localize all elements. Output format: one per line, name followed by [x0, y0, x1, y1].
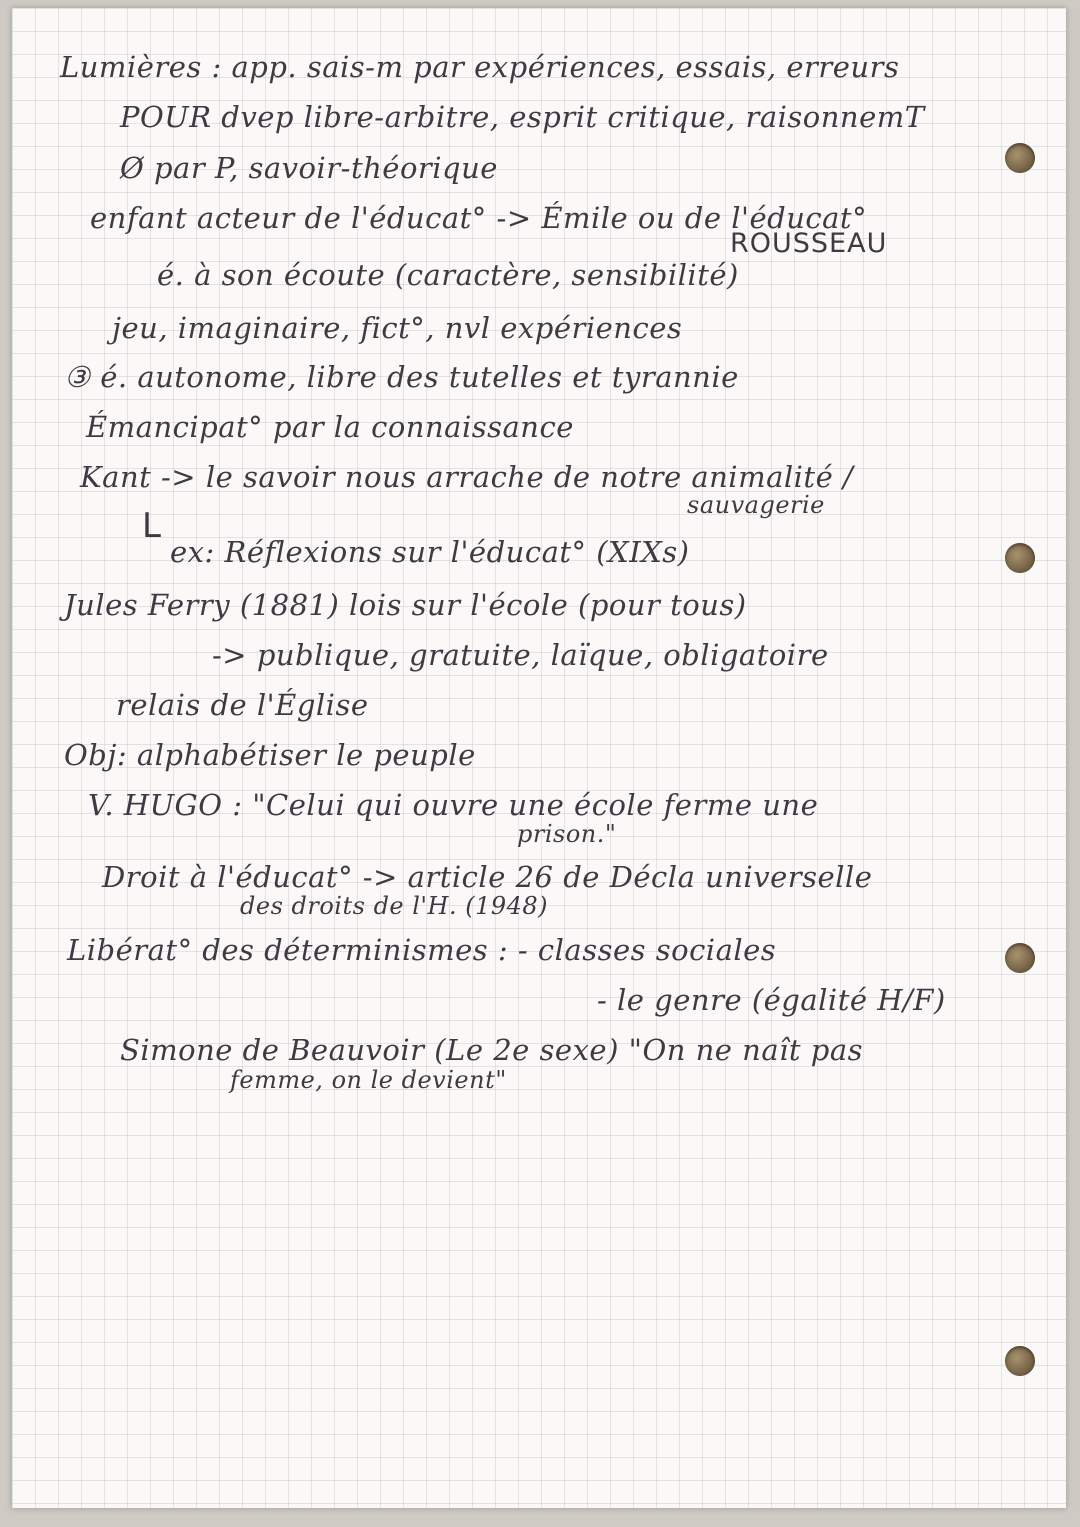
note-line: prison." — [517, 820, 617, 848]
note-line: sauvagerie — [687, 491, 825, 519]
note-line: V. HUGO : "Celui qui ouvre une école ferme une — [88, 788, 819, 822]
note-line: Émancipat° par la connaissance — [86, 410, 574, 444]
note-line: Simone de Beauvoir (Le 2e sexe) "On ne naît pas — [120, 1033, 864, 1067]
binder-hole-1 — [1005, 143, 1035, 173]
binder-hole-4 — [1005, 1346, 1035, 1376]
binder-hole-2 — [1005, 543, 1035, 573]
note-line: jeu, imaginaire, fict°, nvl expériences — [112, 311, 683, 345]
note-line: Libérat° des déterminismes : - classes sociales — [67, 933, 777, 967]
note-line: Lumières : app. sais-m par expériences, essais, erreurs — [60, 50, 900, 84]
note-line: -> publique, gratuite, laïque, obligatoire — [212, 638, 829, 672]
note-line: femme, on le devient" — [230, 1066, 507, 1094]
bracket-mark: L — [142, 506, 161, 546]
note-line: relais de l'Église — [116, 688, 369, 722]
note-line: é. à son écoute (caractère, sensibilité) — [157, 258, 739, 292]
note-line: POUR dvep libre-arbitre, esprit critique, raisonnemT — [120, 100, 925, 134]
note-line: Kant -> le savoir nous arrache de notre animalité / — [80, 460, 854, 494]
binder-hole-3 — [1005, 943, 1035, 973]
note-line: Ø par P, savoir-théorique — [120, 151, 498, 185]
note-line: Jules Ferry (1881) lois sur l'école (pour tous) — [64, 588, 747, 622]
note-line: Obj: alphabétiser le peuple — [64, 738, 476, 772]
note-line: - le genre (égalité H/F) — [597, 983, 946, 1017]
notebook-page — [12, 8, 1066, 1508]
note-line: ex: Réflexions sur l'éducat° (XIXs) — [170, 535, 690, 569]
note-line: ③ é. autonome, libre des tutelles et tyrannie — [64, 360, 739, 394]
note-line: Droit à l'éducat° -> article 26 de Décla universelle — [102, 860, 873, 894]
note-line: ROUSSEAU — [730, 228, 888, 259]
note-line: enfant acteur de l'éducat° -> Émile ou de l'éducat° — [90, 201, 868, 235]
note-line: des droits de l'H. (1948) — [240, 892, 549, 920]
